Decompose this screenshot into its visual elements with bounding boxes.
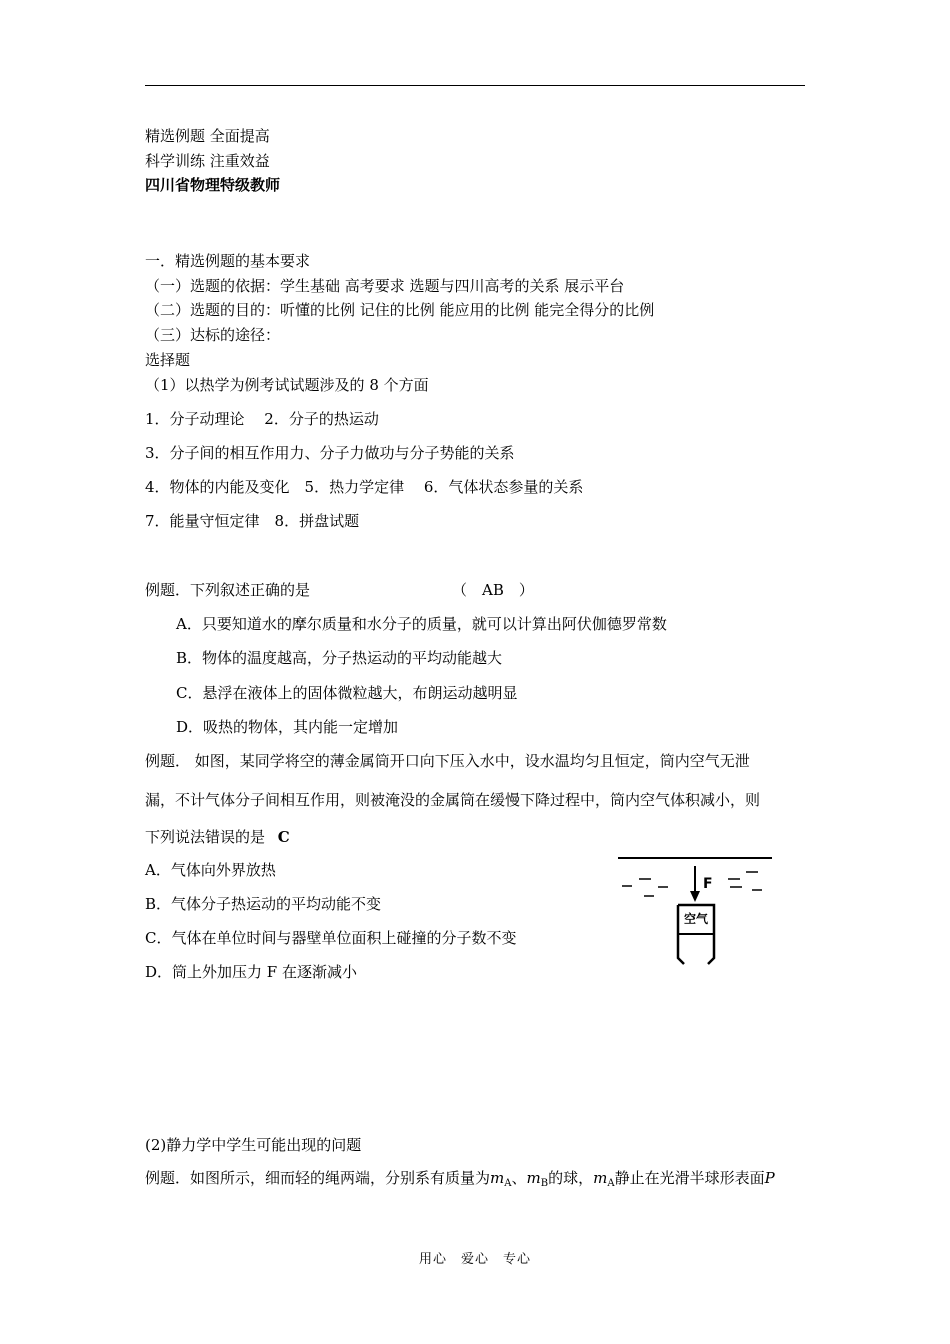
- section-1-p5: （1）以热学为例考试试题涉及的 8 个方面: [145, 376, 429, 394]
- example-2-option-d: D．筒上外加压力 F 在逐渐减小: [145, 963, 357, 981]
- air-label: 空气: [683, 912, 709, 926]
- topic-list-3: 4．物体的内能及变化 5．热力学定律 6．气体状态参量的关系: [145, 478, 584, 496]
- example-3-mid: 的球，: [548, 1169, 594, 1187]
- slogan-2: 科学训练 注重效益: [145, 152, 270, 170]
- example-1-option-c: C．悬浮在液体上的固体微粒越大，布朗运动越明显: [176, 684, 518, 702]
- slogan-1: 精选例题 全面提高: [145, 127, 270, 145]
- force-label: F: [703, 876, 713, 892]
- mass-symbol-a-2: m: [593, 1169, 608, 1187]
- section-1-title: 一．精选例题的基本要求: [145, 252, 311, 270]
- surface-p-label: P: [764, 1169, 775, 1187]
- example-1-option-d: D．吸热的物体，其内能一定增加: [176, 718, 399, 736]
- subscript-a: A: [504, 1178, 512, 1189]
- example-2-line-1: 例题． 如图，某同学将空的薄金属筒开口向下压入水中，设水温均匀且恒定，筒内空气无泄: [145, 752, 750, 770]
- topic-list-4: 7．能量守恒定律 8．拼盘试题: [145, 512, 360, 530]
- section-1-p4: 选择题: [145, 351, 191, 369]
- force-arrow-head: [690, 891, 700, 902]
- mass-symbol-b: m: [526, 1169, 541, 1187]
- example-2-option-c: C．气体在单位时间与器壁单位面积上碰撞的分子数不变: [145, 929, 517, 947]
- mass-symbol-a: m: [490, 1169, 505, 1187]
- section-1-p3: （三）达标的途径：: [145, 326, 281, 344]
- topic-list-2: 3．分子间的相互作用力、分子力做功与分子势能的关系: [145, 444, 515, 462]
- subscript-b: B: [540, 1178, 549, 1189]
- author-line: 四川省物理特级教师: [145, 176, 281, 194]
- example-1-stem: [145, 580, 310, 600]
- section-1-p2: （二）选题的目的：听懂的比例 记住的比例 能应用的比例 能完全得分的比例: [145, 301, 655, 319]
- header-rule: [145, 85, 805, 86]
- example-2-question: 下列说法错误的是: [145, 828, 266, 846]
- example-1-option-b: B．物体的温度越高，分子热运动的平均动能越大: [176, 649, 503, 667]
- separator: 、: [511, 1169, 527, 1187]
- example-1-answer: （ AB ）: [452, 581, 534, 599]
- page-footer: 用心 爱心 专心: [418, 1252, 531, 1267]
- example-2-answer: C: [277, 828, 290, 846]
- example-1-option-a: A．只要知道水的摩尔质量和水分子的质量，就可以计算出阿伏伽德罗常数: [176, 615, 667, 633]
- subscript-a-2: A: [607, 1178, 615, 1189]
- example-2-line-3: [145, 827, 290, 847]
- example-3-prefix: 例题．如图所示，细而轻的绳两端，分别系有质量为: [145, 1169, 491, 1187]
- section-1-p1: （一）选题的依据：学生基础 高考要求 选题与四川高考的关系 展示平台: [145, 277, 625, 295]
- example-3-line-1: [145, 1168, 775, 1194]
- example-2-option-b: B．气体分子热运动的平均动能不变: [145, 895, 382, 913]
- example-2-option-a: A．气体向外界放热: [145, 861, 276, 879]
- example-2-line-2: 漏，不计气体分子间相互作用，则被淹没的金属筒在缓慢下降过程中，筒内空气体积减小，则: [145, 791, 761, 809]
- example-3-after: 静止在光滑半球形表面: [614, 1169, 765, 1187]
- cylinder-in-water-figure: [612, 850, 780, 975]
- topic-list-1: 1．分子动理论 2．分子的热运动: [145, 410, 379, 428]
- section-2-title: (2)静力学中学生可能出现的问题: [145, 1136, 362, 1154]
- example-1-question: 例题．下列叙述正确的是: [145, 581, 311, 599]
